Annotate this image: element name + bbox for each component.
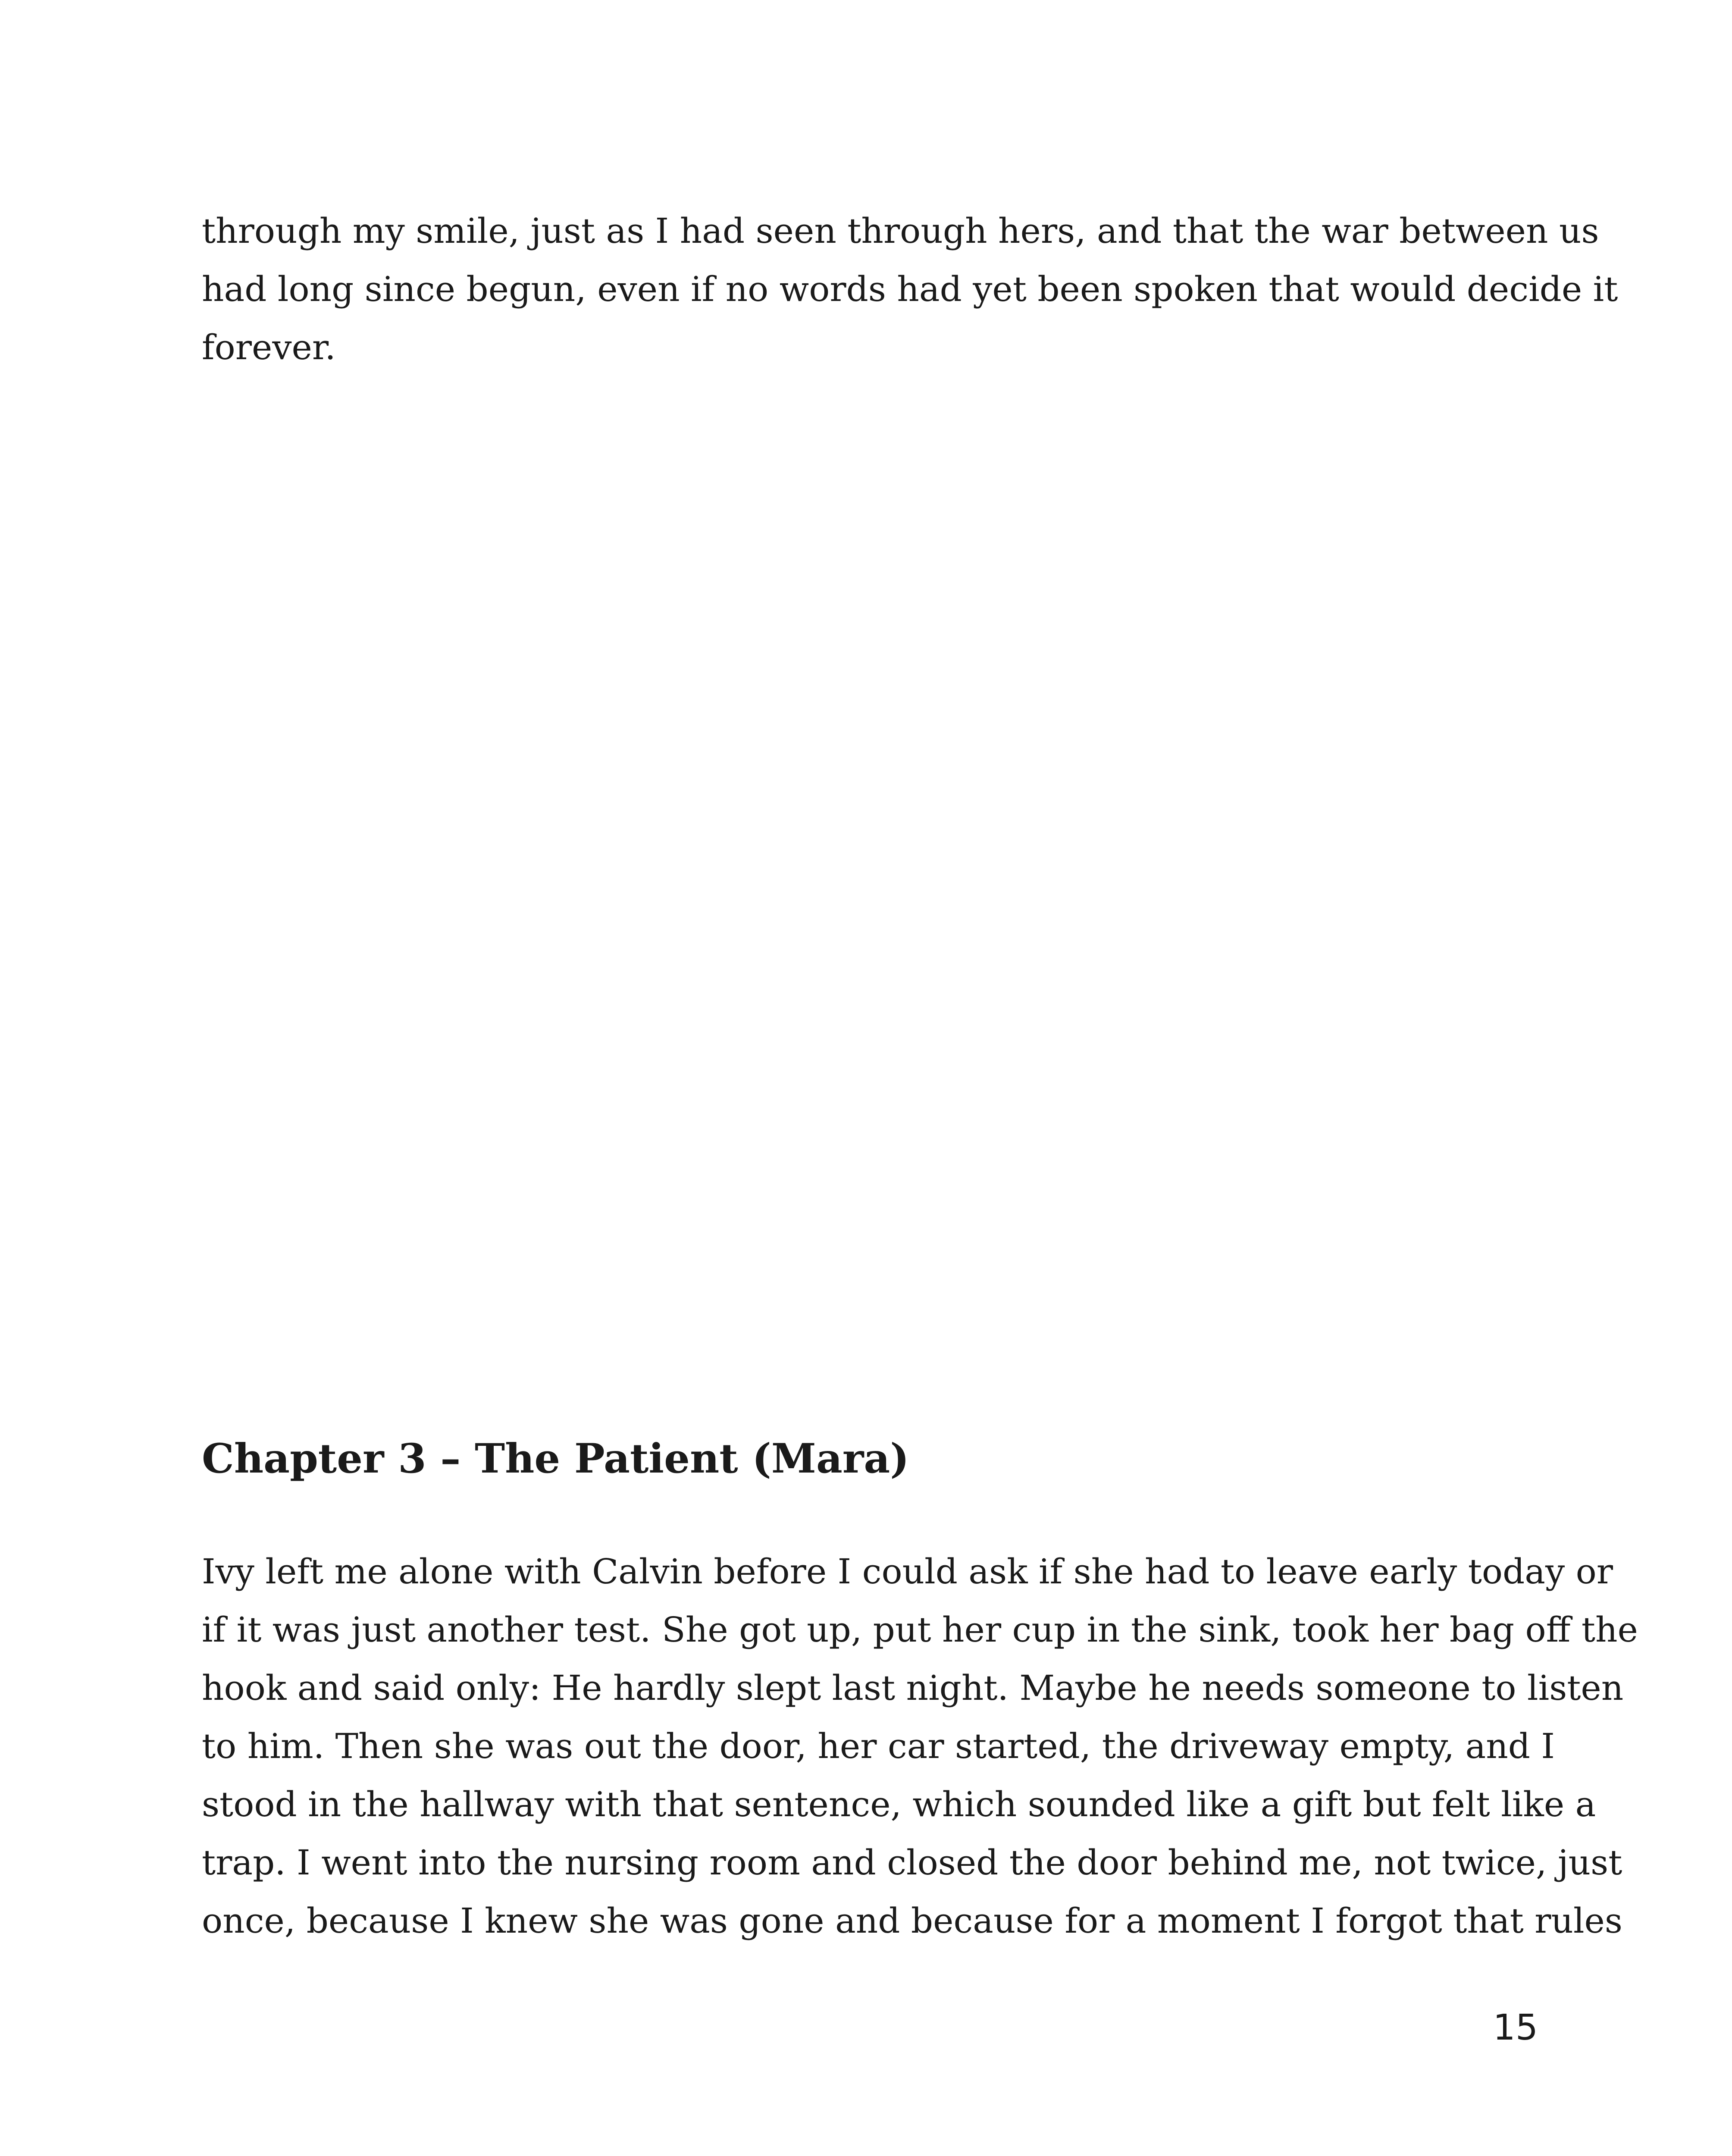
text-line: through my smile, just as I had seen through hers, and that the war between us bbox=[202, 211, 1599, 251]
text-line: once, because I knew she was gone and because for a moment I forgot that rules bbox=[202, 1901, 1622, 1941]
text-line: Ivy left me alone with Calvin before I could ask if she had to leave early today or bbox=[202, 1551, 1613, 1592]
text-line: hook and said only: He hardly slept last night. Maybe he needs someone to listen bbox=[202, 1668, 1624, 1708]
page-number: 15 bbox=[1493, 2007, 1538, 2048]
text-line: trap. I went into the nursing room and closed the door behind me, not twice, just bbox=[202, 1843, 1622, 1883]
text-line: if it was just another test. She got up, put her cup in the sink, took her bag off the bbox=[202, 1610, 1638, 1650]
text-line: to him. Then she was out the door, her car started, the driveway empty, and I bbox=[202, 1726, 1555, 1766]
text-line: stood in the hallway with that sentence, which sounded like a gift but felt like a bbox=[202, 1784, 1596, 1824]
continuation-paragraph bbox=[202, 202, 1618, 376]
chapter-heading: Chapter 3 – The Patient (Mara) bbox=[202, 1435, 909, 1482]
text-line: had long since begun, even if no words had yet been spoken that would decide it bbox=[202, 269, 1618, 309]
text-line: forever. bbox=[202, 327, 336, 367]
chapter-paragraph bbox=[202, 1542, 1638, 1950]
